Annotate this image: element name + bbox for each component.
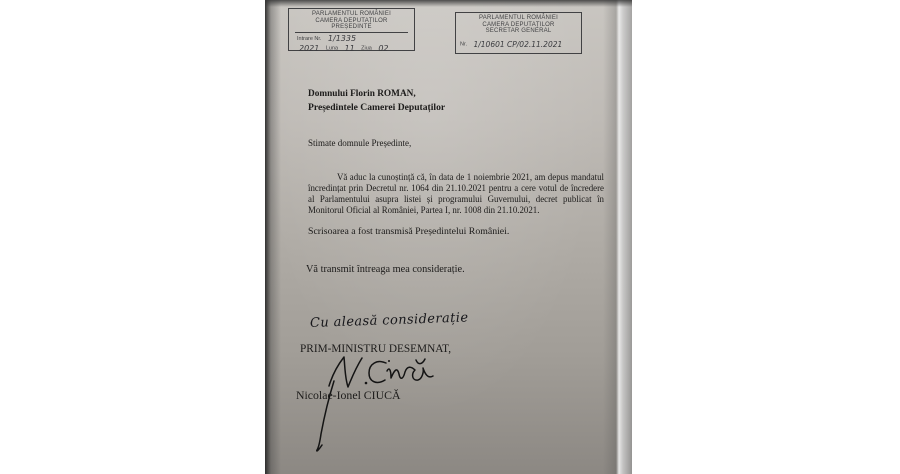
paragraph-line: al Parlamentului asupra listei și programului Guvernului, decret publicat în [308,194,604,204]
stamp-institution: PARLAMENTUL ROMÂNIEI [478,15,558,21]
handwritten-closing: Cu aleasă considerație [309,310,469,331]
paragraph-line: Vă aduc la cunoștință că, în data de 1 noiembrie 2021, am depus mandatul [337,172,604,182]
signature-stroke [416,359,425,364]
stamp-year: 2021 [299,43,320,53]
salutation: Stimate domnule Președinte, [308,138,412,148]
stamp-number: 1/10601 CP/02.11.2021 [473,39,563,49]
recipient-title: Președintele Camerei Deputaților [308,102,446,113]
secretary-registration-stamp [455,12,582,54]
stamp-chamber: CAMERA DEPUTAȚILOR [482,21,555,28]
body-paragraph [308,172,604,216]
stamp-entry-number: 1/1335 [327,33,357,43]
stamp-date-row [289,44,414,53]
stamp-month-label: Luna [325,44,339,51]
stamp-number-label: Nr. [460,40,468,47]
stamp-day: 02 [378,43,389,53]
signature-stroke [369,362,386,383]
closing-line: Vă transmit întreaga mea considerație. [306,264,465,275]
signatory-name: Nicolae-Ionel CIUCĂ [296,388,401,402]
signature-dot [388,360,390,362]
letter-page [265,0,632,474]
signature-dot [365,382,368,385]
paragraph-line: Monitorul Oficial al României, Partea I, nr. 1008 din 21.10.2021. [308,205,540,215]
stamp-chamber: CAMERA DEPUTAȚILOR [315,17,388,24]
recipient-name: Domnului Florin ROMAN, [308,89,416,99]
signature-stroke [387,367,433,380]
stamp-institution: PARLAMENTUL ROMÂNIEI [311,11,391,17]
transmission-note: Scrisoarea a fost transmisă Președintelui României. [308,226,510,237]
signatory-title: PRIM-MINISTRU DESEMNAT, [300,343,452,355]
stamp-number-row [456,38,581,51]
stamp-office: SECRETAR GENERAL [485,28,552,34]
signature-stroke [329,357,362,387]
stamp-entry-row [289,34,414,44]
stamp-month: 11 [344,43,355,53]
stamp-office: PREȘEDINTE [295,24,408,33]
president-registration-stamp [288,8,415,51]
stamp-entry-label: Intrare Nr. [297,35,322,42]
stamp-day-label: Ziua [361,44,372,51]
paragraph-line: încredințat prin Decretul nr. 1064 din 21.10.2021 pentru a cere votul de încredere [308,183,604,193]
